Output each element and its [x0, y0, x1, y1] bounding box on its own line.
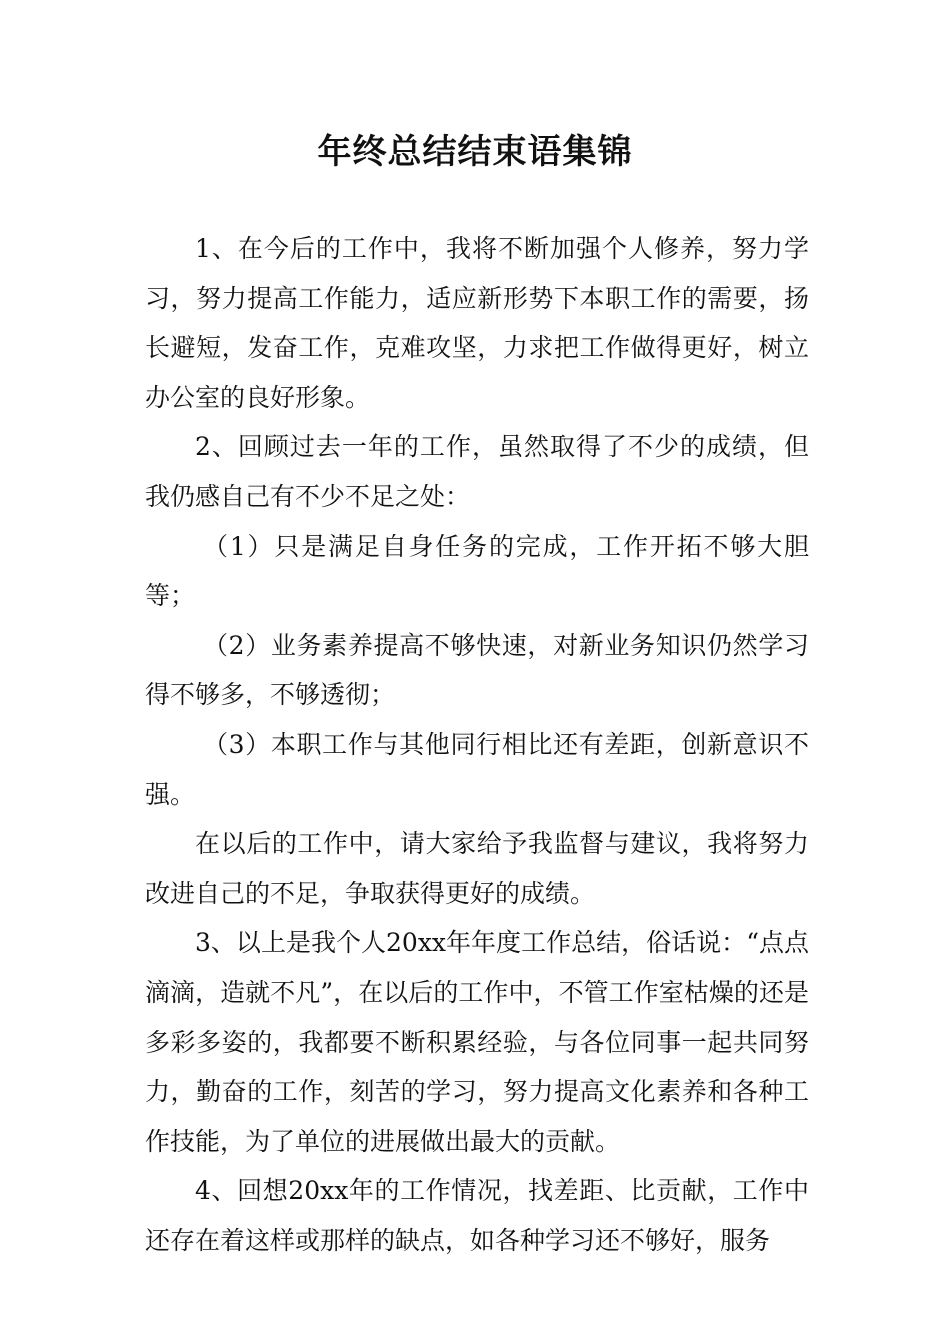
paragraph-2: 2、回顾过去一年的工作，虽然取得了不少的成绩，但我仍感自己有不少不足之处：	[145, 432, 809, 511]
paragraph-4: 4、回想20xx年的工作情况，找差距、比贡献，工作中还存在着这样或那样的缺点，如各种学习还不够好，服务	[145, 1176, 809, 1255]
paragraph-2-item-3: （3）本职工作与其他同行相比还有差距，创新意识不强。	[145, 729, 809, 809]
paragraph-2-item-1: （1）只是满足自身任务的完成，工作开拓不够大胆等；	[145, 531, 809, 611]
paragraph-1: 1、在今后的工作中，我将不断加强个人修养，努力学习，努力提高工作能力，适应新形势下本职工作的需要，扬长避短，发奋工作，克难攻坚，力求把工作做得更好，树立办公室的良好形象。	[145, 234, 809, 412]
document-body	[145, 224, 809, 1265]
document-title: 年终总结结束语集锦	[317, 132, 633, 172]
paragraph-2-closing: 在以后的工作中，请大家给予我监督与建议，我将努力改进自己的不足，争取获得更好的成绩。	[145, 829, 809, 908]
paragraph-2-item-2: （2）业务素养提高不够快速，对新业务知识仍然学习得不够多，不够透彻；	[145, 630, 809, 710]
paragraph-3: 3、以上是我个人20xx年年度工作总结，俗话说：“点点滴滴，造就不凡”，在以后的工作中，不管工作室枯燥的还是多彩多姿的，我都要不断积累经验，与各位同事一起共同努力，勤奋的工作，刻苦的学习，努力提高文化素养和各种工作技能，为了单位的进展做出最大的贡献。	[145, 928, 809, 1156]
